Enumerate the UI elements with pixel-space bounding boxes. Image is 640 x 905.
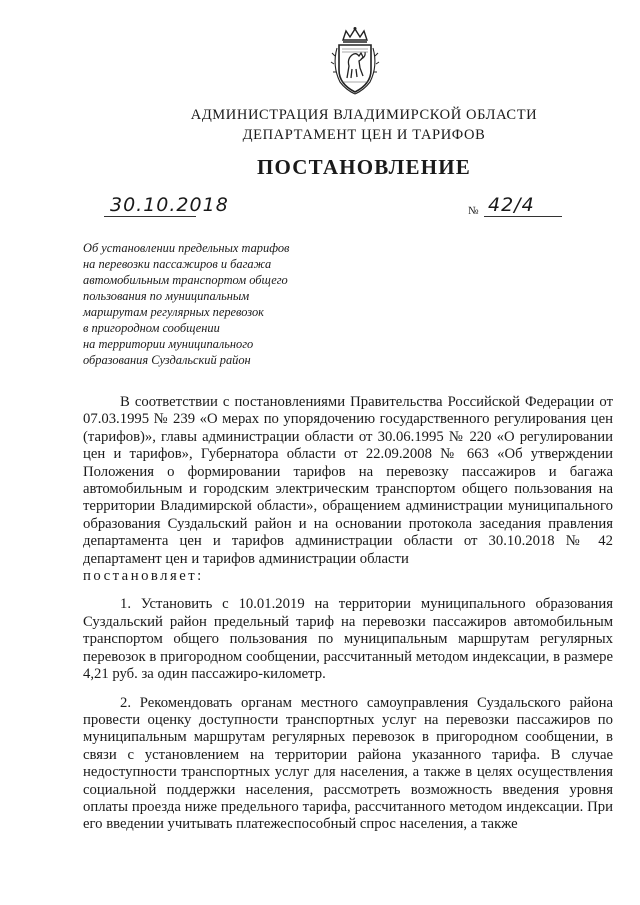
document-date: 30.10.2018 <box>110 194 229 216</box>
document-number: 42/4 <box>488 194 535 216</box>
coat-of-arms-icon <box>330 26 380 96</box>
preamble-paragraph: В соответствии с постановлениями Правительства Российской Федерации от 07.03.1995 № 239 «О мерах по упорядочению государственного регулирования цен (тарифов)», главы администрации области от 30.06.1995 № 220 «О регулировании цен и тарифов», Губернатора области от 22.09.2008 № 663 «Об утверждении Положения о формировании тарифов на перевозку пассажиров и багажа автомобильным и городским электрическим транспортом общего пользования на территории Владимирской области», обращением администрации муниципального образования Суздальский район и на основании протокола заседания правления департамента цен и тарифов администрации области от 30.10.2018 № 42 департамент цен и тарифов администрации области <box>83 394 613 567</box>
subject-line: Об установлении предельных тарифов <box>83 241 290 255</box>
resolves-word: постановляет: <box>83 568 204 585</box>
subject-line: маршрутам регулярных перевозок <box>83 305 264 319</box>
organization-name: АДМИНИСТРАЦИЯ ВЛАДИМИРСКОЙ ОБЛАСТИ <box>190 107 538 123</box>
item-2-paragraph: 2. Рекомендовать органам местного самоуправления Суздальского района провести оценку доступности транспортных услуг на перевозки пассажиров по муниципальным маршрутам регулярных перевозок в пригородном сообщении, в связи с установлением на территории района указанного тарифа. В случае недоступности транспортных услуг для населения, а также в целях осуществления социальной поддержки населения, рассмотреть возможность введения уровня оплаты проезда ниже предельного тарифа, рассчитанного методом индексации. При его введении учитывать платежеспособный спрос населения, а также <box>83 694 613 833</box>
subject-line: на перевозки пассажиров и багажа <box>83 257 272 271</box>
number-label: № <box>468 205 479 217</box>
subject-line: образования Суздальский район <box>83 353 251 367</box>
document-title: ПОСТАНОВЛЕНИЕ <box>256 155 472 179</box>
document-subject <box>83 240 343 368</box>
subject-line: на территории муниципального <box>83 337 254 351</box>
subject-line: пользования по муниципальным <box>83 289 250 303</box>
date-underline <box>104 216 196 217</box>
subject-line: автомобильным транспортом общего <box>83 273 288 287</box>
department-name: ДЕПАРТАМЕНТ ЦЕН И ТАРИФОВ <box>242 127 486 143</box>
subject-line: в пригородном сообщении <box>83 321 220 335</box>
number-underline <box>484 216 562 217</box>
item-1-paragraph: 1. Установить с 10.01.2019 на территории муниципального образования Суздальский район предельный тариф на перевозки пассажиров автомобильным транспортом общего пользования по муниципальным маршрутам регулярных перевозок в пригородном сообщении, рассчитанный методом индексации, в размере 4,21 руб. за один пассажиро-километр. <box>83 596 613 683</box>
document-body <box>83 394 613 840</box>
